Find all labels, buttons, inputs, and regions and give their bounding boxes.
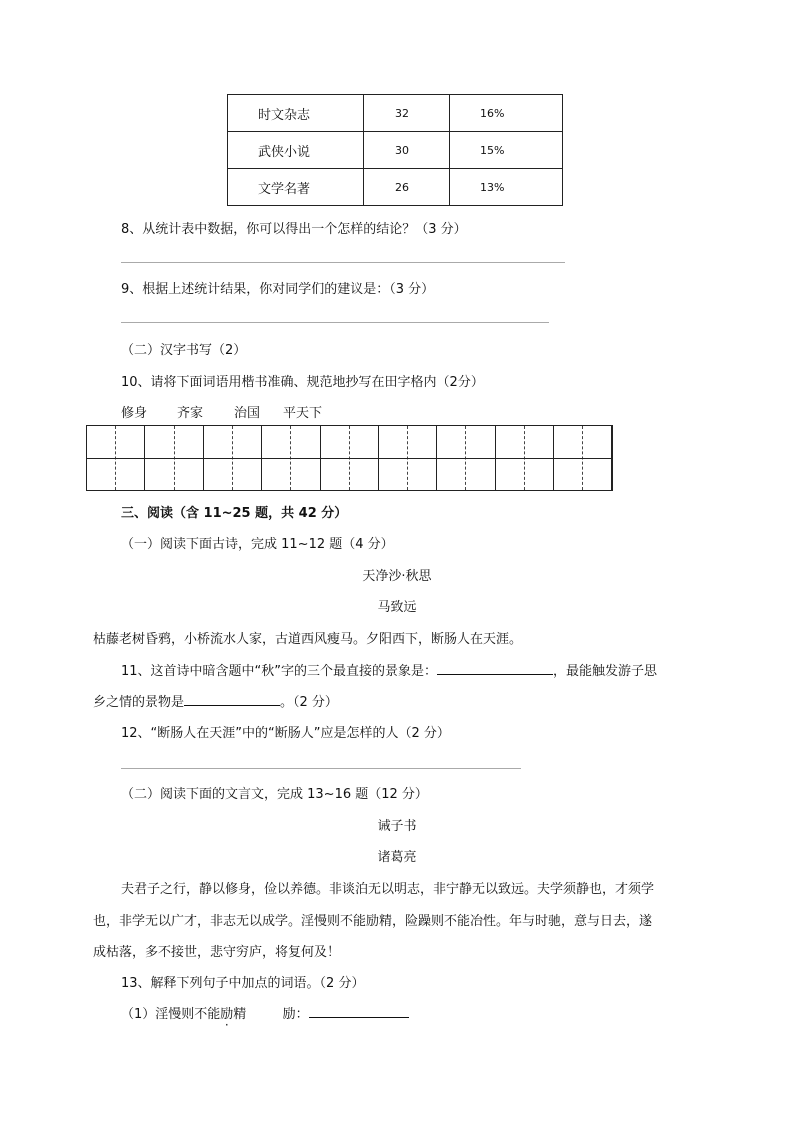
question-11-text-d: 。（2 分） — [280, 695, 338, 710]
table-cell-category: 时文杂志 — [228, 95, 364, 132]
word-4: 平天下 — [283, 406, 323, 421]
word-2: 齐家 — [177, 406, 204, 421]
question-11-text-b: ，最能触发游子思 — [553, 664, 658, 679]
essay-line-3: 成枯落，多不接世，悲守穷庐，将复何及！ — [93, 945, 341, 960]
table-row — [228, 132, 563, 169]
answer-line-12[interactable] — [121, 768, 521, 769]
question-13-1 — [121, 1003, 409, 1022]
question-11-text-c: 乡之情的景物是 — [93, 695, 185, 710]
writing-grid[interactable] — [86, 425, 613, 491]
table-cell-count: 26 — [364, 169, 450, 206]
answer-blank-13-1[interactable] — [309, 1004, 409, 1018]
word-1: 修身 — [121, 406, 148, 421]
table-row — [228, 95, 563, 132]
table-cell-count: 32 — [364, 95, 450, 132]
essay-line-1: 夫君子之行，静以修身，俭以养德。非谈泊无以明志，非宁静无以致远。夫学须静也，才须学 — [121, 882, 655, 897]
question-11-text-a: 11、这首诗中暗含题中“秋”字的三个最直接的景象是： — [121, 664, 438, 679]
stats-table — [227, 94, 563, 206]
question-13-1-prefix: （1）淫慢则不能 — [121, 1007, 221, 1022]
question-9: 9、根据上述统计结果，你对同学们的建议是：（3 分） — [121, 282, 435, 297]
answer-blank-11b[interactable] — [184, 692, 280, 706]
answer-label-13-1: 励： — [282, 1007, 309, 1022]
question-8: 8、从统计表中数据，你可以得出一个怎样的结论？（3 分） — [121, 222, 467, 237]
table-cell-percent: 13% — [450, 169, 563, 206]
poem-text: 枯藤老树昏鸦，小桥流水人家，古道西风瘦马。夕阳西下，断肠人在天涯。 — [93, 632, 523, 647]
grid-midline — [87, 458, 612, 459]
poem-author: 马致远 — [377, 600, 417, 615]
answer-line-8[interactable] — [121, 262, 565, 263]
essay-title: 诫子书 — [377, 819, 417, 834]
answer-blank-11a[interactable] — [437, 661, 553, 675]
question-10: 10、请将下面词语用楷书准确、规范地抄写在田字格内（2分） — [121, 375, 484, 390]
question-11-cont — [93, 691, 338, 710]
table-cell-category: 文学名著 — [228, 169, 364, 206]
essay-author: 诸葛亮 — [377, 850, 417, 865]
question-13: 13、解释下列句子中加点的词语。（2 分） — [121, 976, 365, 991]
part-heading-poem: （一）阅读下面古诗，完成 11~12 题（4 分） — [121, 537, 394, 552]
table-cell-percent: 16% — [450, 95, 563, 132]
table-cell-percent: 15% — [450, 132, 563, 169]
essay-line-2: 也，非学无以广才，非志无以成学。淫慢则不能励精，险躁则不能冶性。年与时驰，意与日去，遂 — [93, 914, 653, 929]
word-3: 治国 — [234, 406, 261, 421]
section-heading-reading: 三、阅读（含 11~25 题，共 42 分） — [121, 506, 348, 521]
table-cell-count: 30 — [364, 132, 450, 169]
question-11 — [121, 660, 657, 679]
table-row — [228, 169, 563, 206]
part-heading-classical: （二）阅读下面的文言文，完成 13~16 题（12 分） — [121, 787, 428, 802]
dotted-char: 励 — [220, 1007, 234, 1022]
poem-title: 天净沙·秋思 — [362, 569, 432, 584]
answer-line-9[interactable] — [121, 322, 549, 323]
table-cell-category: 武侠小说 — [228, 132, 364, 169]
question-12: 12、“断肠人在天涯”中的“断肠人”应是怎样的人（2 分） — [121, 726, 450, 741]
question-13-1-suffix: 精 — [233, 1007, 247, 1022]
section-heading-writing: （二）汉字书写（2） — [121, 343, 247, 358]
